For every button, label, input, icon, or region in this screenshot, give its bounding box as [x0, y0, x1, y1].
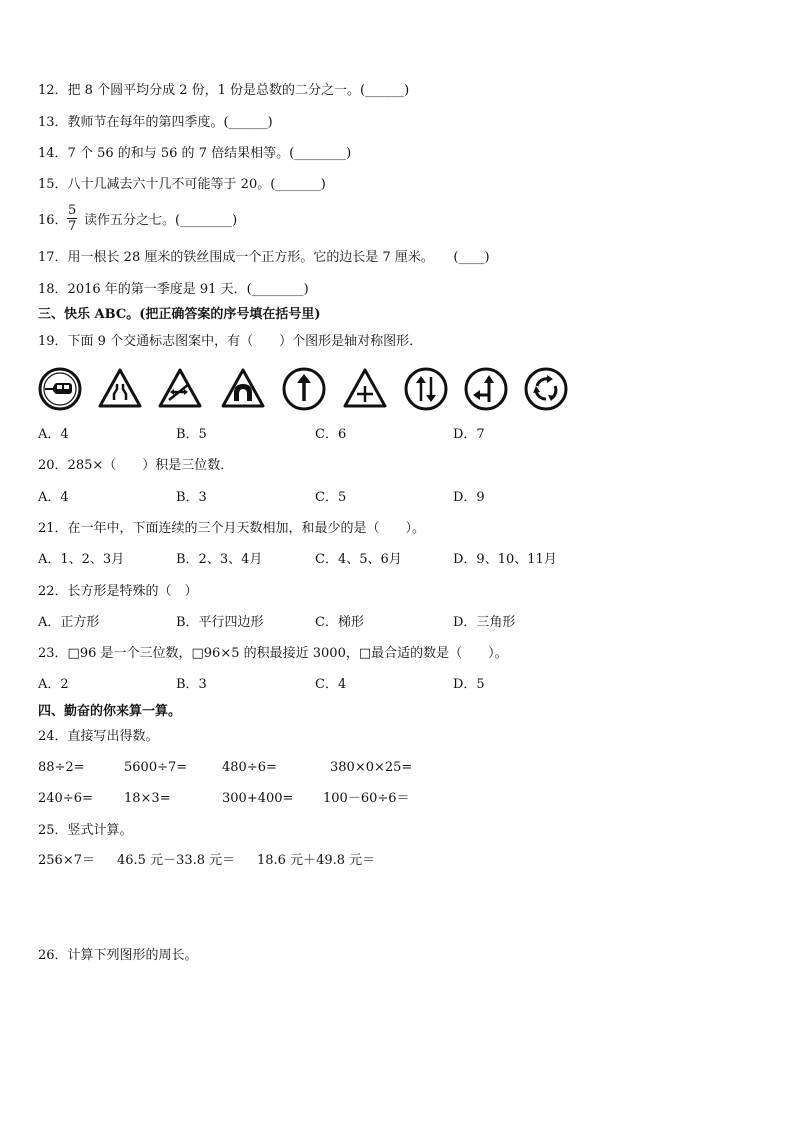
q23-option-b[interactable]: B．3: [176, 677, 207, 692]
q19-option-c[interactable]: C．6: [315, 427, 347, 442]
q21-option-b[interactable]: B．2、3、4月: [176, 552, 263, 567]
vertical-calc-item: 256×7＝: [38, 853, 95, 868]
question-16-suffix: 读作五分之七。(________): [84, 213, 238, 228]
q22-option-b[interactable]: B．平行四边形: [176, 615, 264, 630]
q20-option-b[interactable]: B．3: [176, 490, 207, 505]
q20-option-a[interactable]: A．4: [38, 490, 69, 505]
calc-item: 300+400=: [222, 791, 294, 806]
two-way-arrows-sign-icon: [404, 367, 448, 411]
fraction-denominator: 7: [68, 219, 77, 234]
crossroad-sign-icon: [157, 367, 203, 409]
question-22: 22．长方形是特殊的（ ）: [38, 584, 198, 599]
question-16: [38, 212, 68, 230]
section-4-title: 四、勤奋的你来算一算。: [38, 704, 182, 719]
q23-option-a[interactable]: A．2: [38, 677, 69, 692]
question-24: 24．直接写出得数。: [38, 729, 159, 744]
section-3-title: 三、快乐 ABC。(把正确答案的序号填在括号里): [38, 307, 321, 322]
question-23: 23．□96 是一个三位数，□96×5 的积最接近 3000，□最合适的数是（ ）。: [38, 646, 508, 661]
fraction-five-sevenths: [67, 203, 77, 234]
calc-item: 100－60÷6＝: [323, 791, 410, 806]
q19-option-a[interactable]: A．4: [38, 427, 69, 442]
question-17: 17．用一根长 28 厘米的铁丝围成一个正方形。它的边长是 7 厘米。 (____): [38, 250, 490, 265]
q21-option-a[interactable]: A．1、2、3月: [38, 552, 125, 567]
question-12: 12．把 8 个圆平均分成 2 份，1 份是总数的二分之一。(______): [38, 83, 410, 98]
q20-option-d[interactable]: D．9: [453, 490, 485, 505]
q19-option-b[interactable]: B．5: [176, 427, 207, 442]
question-14: 14．7 个 56 的和与 56 的 7 倍结果相等。(________): [38, 146, 352, 161]
question-16-prefix: 16．: [38, 213, 68, 228]
narrow-road-sign-icon: [97, 367, 143, 409]
question-25: 25．竖式计算。: [38, 823, 133, 838]
q22-option-d[interactable]: D．三角形: [453, 615, 516, 630]
question-19: 19．下面 9 个交通标志图案中，有（ ）个图形是轴对称图形．: [38, 334, 423, 349]
tunnel-sign-icon: [220, 367, 266, 409]
question-15: 15．八十几减去六十几不可能等于 20。(_______): [38, 177, 326, 192]
calc-item: 380×0×25=: [330, 760, 413, 775]
left-turn-sign-icon: [464, 367, 508, 411]
calc-item: 480÷6=: [222, 760, 277, 775]
vertical-calc-item: 46.5 元－33.8 元＝: [117, 853, 236, 868]
q21-option-c[interactable]: C．4、5、6月: [315, 552, 402, 567]
q20-option-c[interactable]: C．5: [315, 490, 347, 505]
calc-item: 240÷6=: [38, 791, 93, 806]
calc-item: 88÷2=: [38, 760, 85, 775]
fraction-numerator: 5: [68, 203, 77, 218]
plus-sign-icon: [342, 367, 388, 409]
vertical-calc-item: 18.6 元＋49.8 元＝: [257, 853, 376, 868]
question-21: 21．在一年中，下面连续的三个月天数相加，和最少的是（ ）。: [38, 521, 426, 536]
question-18: 18．2016 年的第一季度是 91 天．(________): [38, 282, 309, 297]
q23-option-d[interactable]: D．5: [453, 677, 485, 692]
q19-option-d[interactable]: D．7: [453, 427, 485, 442]
calc-item: 18×3=: [124, 791, 171, 806]
roundabout-sign-icon: [524, 367, 568, 411]
q23-option-c[interactable]: C．4: [315, 677, 347, 692]
q21-option-d[interactable]: D．9、10、11月: [453, 552, 557, 567]
straight-arrow-sign-icon: [282, 367, 326, 411]
car-sign-icon: [38, 367, 82, 411]
question-13: 13．教师节在每年的第四季度。(______): [38, 115, 273, 130]
q22-option-c[interactable]: C．梯形: [315, 615, 364, 630]
question-26: 26．计算下列图形的周长。: [38, 948, 198, 963]
question-20: 20．285×（ ）积是三位数．: [38, 458, 234, 473]
q22-option-a[interactable]: A．正方形: [38, 615, 100, 630]
calc-item: 5600÷7=: [124, 760, 188, 775]
